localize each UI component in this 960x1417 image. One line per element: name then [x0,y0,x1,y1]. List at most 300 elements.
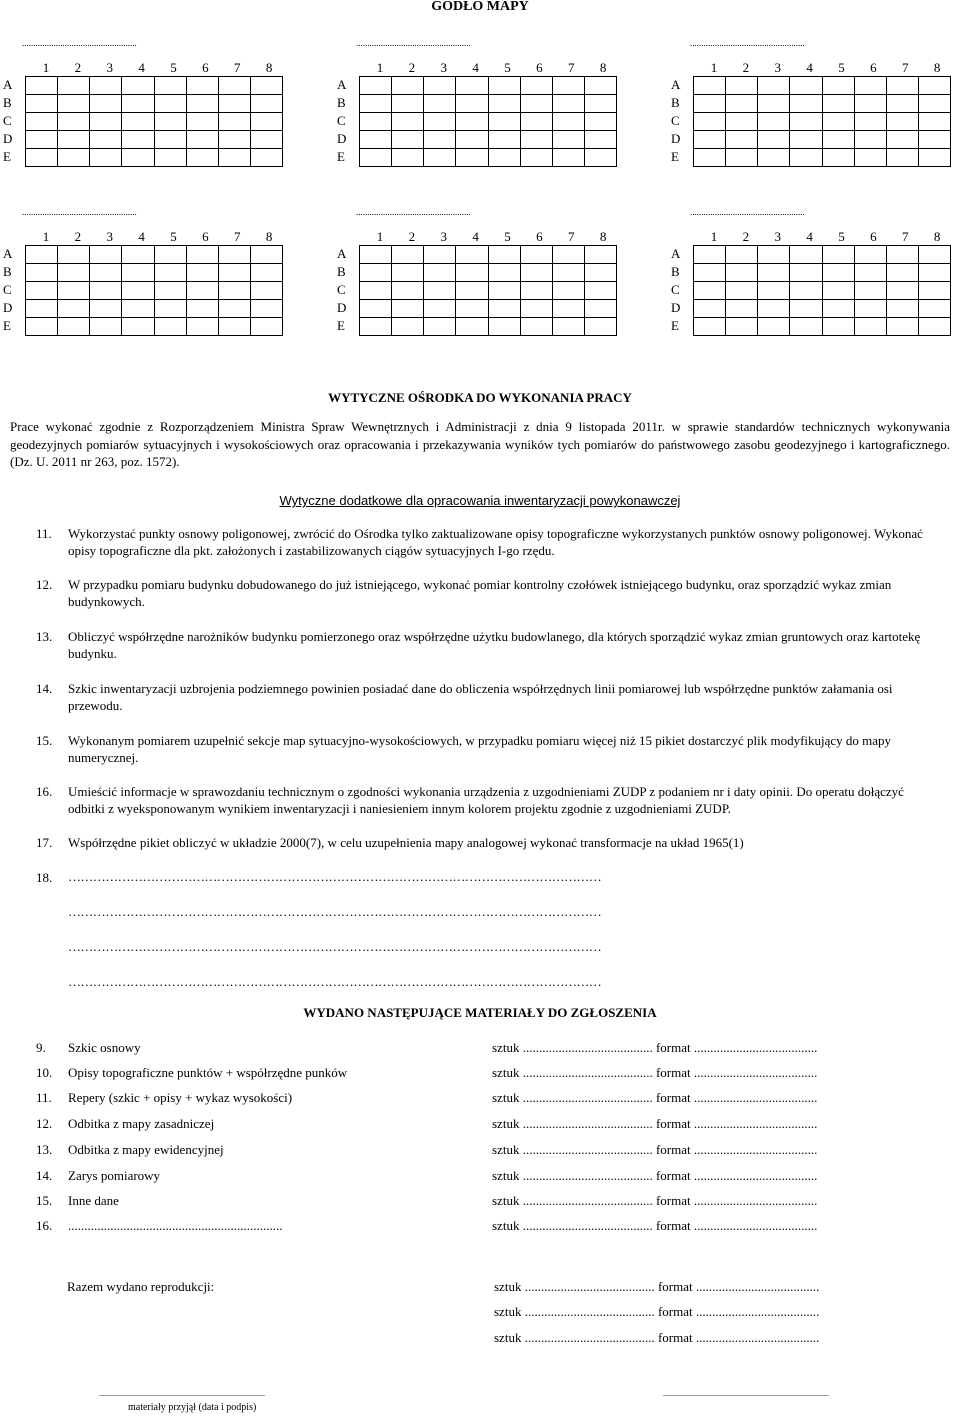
grid-cell[interactable] [186,264,218,282]
grid-cell[interactable] [26,113,58,131]
grid-cell[interactable] [584,318,616,336]
grid-cell[interactable] [26,300,58,318]
grid-cell[interactable] [424,77,456,95]
blank-fill-line[interactable]: ………………………………………………………………………………………………………………… [68,939,602,954]
material-quantity-field[interactable]: sztuk ........................................ format ...................................... [492,1168,818,1183]
grid-cell[interactable] [424,246,456,264]
grid-cell[interactable] [726,264,758,282]
grid-cell[interactable] [218,264,250,282]
grid-cell[interactable] [854,149,886,167]
grid-cell[interactable] [520,95,552,113]
grid-row-label: A [671,246,681,261]
map-sheet-grid [3,229,283,341]
grid-column-label: 5 [170,229,177,244]
grid-cell[interactable] [58,246,90,264]
grid-cell[interactable] [822,300,854,318]
grid-cell[interactable] [392,113,424,131]
grid-column-label: 5 [170,60,177,75]
material-number: 13. [36,1142,53,1157]
grid-cell[interactable] [694,131,726,149]
grid-cell[interactable] [392,264,424,282]
grid-cell[interactable] [520,282,552,300]
grid-cell[interactable] [694,318,726,336]
grid-cell[interactable] [250,95,282,113]
grid-title-dots: ................................................... [356,38,471,48]
grid-cell[interactable] [58,264,90,282]
grid-cell[interactable] [360,318,392,336]
blank-fill-line[interactable]: ………………………………………………………………………………………………………………… [68,869,602,884]
grid-cell[interactable] [552,264,584,282]
list-item-number: 18. [36,870,53,885]
grid-cell[interactable] [886,264,918,282]
grid-cell[interactable] [552,95,584,113]
signature-caption: materiały przyjął (data i podpis) [128,1402,257,1413]
grid-cell[interactable] [584,131,616,149]
grid-cell[interactable] [822,77,854,95]
grid-cell[interactable] [584,95,616,113]
grid-cell[interactable] [918,246,950,264]
grid-cell[interactable] [854,282,886,300]
grid-cell[interactable] [26,246,58,264]
grid-cell[interactable] [822,264,854,282]
grid-cell[interactable] [758,282,790,300]
grid-cell[interactable] [186,300,218,318]
grid-cell[interactable] [250,318,282,336]
grid-cell[interactable] [26,282,58,300]
grid-cell[interactable] [218,113,250,131]
grid-cell[interactable] [552,282,584,300]
grid-cell[interactable] [186,113,218,131]
grid-cell[interactable] [154,300,186,318]
grid-cell[interactable] [790,149,822,167]
grid-cell[interactable] [58,149,90,167]
grid-cell[interactable] [122,300,154,318]
list-item-number: 11. [36,526,52,541]
grid-cell[interactable] [360,77,392,95]
grid-cell[interactable] [250,131,282,149]
material-quantity-field[interactable]: sztuk ........................................ format ...................................... [492,1040,818,1055]
guidelines-subheading: Wytyczne dodatkowe dla opracowania inwentaryzacji powykonawczej [279,493,681,508]
total-quantity-field[interactable]: sztuk ........................................ format ...................................... [494,1304,820,1319]
grid-cell[interactable] [424,149,456,167]
grid-cell[interactable] [186,149,218,167]
grid-column-label: 2 [408,229,416,244]
grid-cell[interactable] [758,95,790,113]
grid-cell[interactable] [520,131,552,149]
grid-cell[interactable] [790,264,822,282]
grid-row-label: E [3,318,11,333]
grid-cell[interactable] [918,113,950,131]
grid-cell[interactable] [694,77,726,95]
material-label: Opisy topograficzne punktów + współrzędne punków [68,1065,348,1080]
grid-cell[interactable] [790,282,822,300]
grid-cell[interactable] [726,246,758,264]
grid-cell[interactable] [392,318,424,336]
grid-column-label: 5 [838,229,845,244]
grid-cell[interactable] [790,318,822,336]
grid-cell[interactable] [886,77,918,95]
grid-cell[interactable] [250,282,282,300]
grid-cell[interactable] [584,77,616,95]
grid-cell[interactable] [218,300,250,318]
grid-cell[interactable] [758,149,790,167]
material-quantity-field[interactable]: sztuk ........................................ format ...................................... [492,1065,818,1080]
grid-cell[interactable] [26,95,58,113]
grid-cell[interactable] [488,264,520,282]
grid-cell[interactable] [918,300,950,318]
grid-cell[interactable] [218,77,250,95]
grid-column-label: 6 [870,60,877,75]
grid-cell[interactable] [154,95,186,113]
material-label: Odbitka z mapy zasadniczej [68,1116,215,1131]
grid-cell[interactable] [456,77,488,95]
grid-cell[interactable] [552,318,584,336]
grid-cell[interactable] [854,300,886,318]
grid-cell[interactable] [250,246,282,264]
material-quantity-field[interactable]: sztuk ........................................ format ...................................... [492,1142,818,1157]
grid-cell[interactable] [90,95,122,113]
material-row [36,1040,886,1056]
grid-column-label: 4 [806,229,813,244]
grid-column-label: 2 [742,60,750,75]
grid-cell[interactable] [456,300,488,318]
grid-cell[interactable] [886,149,918,167]
grid-cell[interactable] [854,318,886,336]
grid-cell[interactable] [488,246,520,264]
grid-cell[interactable] [758,113,790,131]
grid-cell[interactable] [886,113,918,131]
grid-cell[interactable] [520,318,552,336]
grid-cell[interactable] [360,264,392,282]
material-row [36,1193,886,1209]
grid-cell[interactable] [456,282,488,300]
grid-row-label: E [337,149,345,164]
grid-cell[interactable] [488,131,520,149]
grid-cell[interactable] [584,246,616,264]
grid-cell[interactable] [790,300,822,318]
grid-cell[interactable] [822,282,854,300]
grid-cell[interactable] [790,77,822,95]
grid-cell[interactable] [218,149,250,167]
grid-cell[interactable] [456,246,488,264]
grid-cell[interactable] [854,131,886,149]
signature-right-dots: ................................................................................... [663,1389,829,1398]
grid-cell[interactable] [854,246,886,264]
grid-cell[interactable] [360,300,392,318]
grid-cell[interactable] [886,282,918,300]
grid-cell[interactable] [552,113,584,131]
grid-cell[interactable] [250,113,282,131]
grid-cell[interactable] [122,282,154,300]
grid-cell[interactable] [122,77,154,95]
grid-cell[interactable] [26,131,58,149]
grid-cell[interactable] [360,282,392,300]
grid-cell[interactable] [154,318,186,336]
grid-cell[interactable] [552,77,584,95]
list-item-text: Szkic inwentaryzacji uzbrojenia podziemnego powinien posiadać dane do obliczenia współrzędnych linii pomiarowej lub współrzędne punktów załamania osi przewodu. [68,681,893,713]
grid-cell[interactable] [26,264,58,282]
grid-cell[interactable] [790,95,822,113]
grid-cell[interactable] [122,95,154,113]
grid-cell[interactable] [26,149,58,167]
grid-cell[interactable] [456,131,488,149]
grid-cell[interactable] [58,113,90,131]
grid-cell[interactable] [90,264,122,282]
grid-cell[interactable] [392,149,424,167]
grid-cell[interactable] [250,300,282,318]
list-item-number: 17. [36,835,53,850]
grid-cell[interactable] [424,300,456,318]
grid-cell[interactable] [726,95,758,113]
grid-cell[interactable] [886,246,918,264]
grid-cell[interactable] [790,246,822,264]
grid-cell[interactable] [186,246,218,264]
grid-cell[interactable] [154,113,186,131]
grid-cell[interactable] [424,318,456,336]
grid-cell[interactable] [58,318,90,336]
grid-cell[interactable] [90,300,122,318]
grid-cell[interactable] [552,246,584,264]
grid-cell[interactable] [694,246,726,264]
grid-cell[interactable] [488,282,520,300]
grid-cell[interactable] [520,246,552,264]
grid-cell[interactable] [26,77,58,95]
grid-cell[interactable] [726,77,758,95]
grid-cell[interactable] [488,300,520,318]
grid-cell[interactable] [154,131,186,149]
grid-cell[interactable] [726,131,758,149]
grid-cell[interactable] [154,149,186,167]
material-quantity-field[interactable]: sztuk ........................................ format ...................................... [492,1193,818,1208]
grid-cell[interactable] [218,246,250,264]
grid-cell[interactable] [552,131,584,149]
grid-cell[interactable] [758,246,790,264]
grid-cell[interactable] [90,113,122,131]
grid-row-label: C [337,282,346,297]
total-quantity-field[interactable]: sztuk ........................................ format ...................................... [494,1279,820,1294]
grid-cell[interactable] [758,131,790,149]
grid-cell[interactable] [90,318,122,336]
grid-cell[interactable] [456,318,488,336]
grid-cell[interactable] [918,95,950,113]
grid-cell[interactable] [758,318,790,336]
grid-cell[interactable] [790,113,822,131]
materials-heading: WYDANO NASTĘPUJĄCE MATERIAŁY DO ZGŁOSZENIA [303,1005,657,1020]
grid-cell[interactable] [154,246,186,264]
grid-cell[interactable] [822,95,854,113]
grid-cell[interactable] [250,149,282,167]
material-quantity-field[interactable]: sztuk ........................................ format ...................................... [492,1218,818,1233]
grid-cell[interactable] [694,95,726,113]
grid-cell[interactable] [854,77,886,95]
grid-cell[interactable] [424,131,456,149]
grid-cell[interactable] [694,282,726,300]
grid-column-label: 8 [265,229,273,244]
grid-cell[interactable] [726,113,758,131]
grid-cell[interactable] [694,264,726,282]
grid-cell[interactable] [520,113,552,131]
grid-cell[interactable] [186,77,218,95]
grid-cell[interactable] [918,318,950,336]
grid-cell[interactable] [122,149,154,167]
grid-cell[interactable] [122,264,154,282]
grid-cell[interactable] [918,77,950,95]
grid-row-label: E [3,149,11,164]
grid-column-label: 8 [599,60,607,75]
grid-cell[interactable] [520,77,552,95]
list-item-number: 13. [36,629,53,644]
total-quantity-field[interactable]: sztuk ........................................ format ...................................... [494,1330,820,1345]
grid-row-label: B [3,264,12,279]
grid-cell[interactable] [822,246,854,264]
material-number: 9. [36,1040,46,1055]
grid-cell[interactable] [392,300,424,318]
grid-cell[interactable] [90,149,122,167]
grid-column-label: 8 [599,229,607,244]
grid-cell[interactable] [186,318,218,336]
grid-cell[interactable] [122,318,154,336]
grid-cell[interactable] [58,77,90,95]
grid-cell[interactable] [488,149,520,167]
grid-cell[interactable] [154,282,186,300]
grid-row-label: E [671,318,679,333]
grid-cell[interactable] [26,318,58,336]
grid-row-label: A [671,77,681,92]
grid-cell[interactable] [58,282,90,300]
grid-column-label: 6 [202,60,209,75]
grid-cell[interactable] [360,131,392,149]
grid-cell[interactable] [218,282,250,300]
grid-cell[interactable] [552,149,584,167]
grid-cell[interactable] [456,264,488,282]
grid-cell[interactable] [90,131,122,149]
grid-cell[interactable] [520,149,552,167]
grid-cell[interactable] [488,95,520,113]
grid-cell[interactable] [886,318,918,336]
grid-cell[interactable] [790,131,822,149]
grid-cell[interactable] [218,95,250,113]
grid-cell[interactable] [694,149,726,167]
grid-cell[interactable] [822,131,854,149]
grid-cell[interactable] [250,77,282,95]
grid-cell[interactable] [520,300,552,318]
grid-cell[interactable] [758,77,790,95]
grid-cell[interactable] [552,300,584,318]
material-row [36,1142,886,1158]
grid-cell[interactable] [726,149,758,167]
blank-fill-line[interactable]: ………………………………………………………………………………………………………………… [68,974,602,989]
grid-cell[interactable] [392,246,424,264]
grid-cell[interactable] [186,95,218,113]
grid-cell[interactable] [694,300,726,318]
grid-cell[interactable] [520,264,552,282]
grid-cell[interactable] [488,77,520,95]
grid-cell[interactable] [154,264,186,282]
grid-cell[interactable] [424,282,456,300]
grid-cell[interactable] [726,318,758,336]
grid-cell[interactable] [488,113,520,131]
grid-cell[interactable] [822,318,854,336]
list-item-number: 14. [36,681,53,696]
grid-cell[interactable] [90,77,122,95]
grid-cell[interactable] [360,246,392,264]
grid-cell[interactable] [218,131,250,149]
material-quantity-field[interactable]: sztuk ........................................ format ...................................... [492,1090,818,1105]
grid-row-label: A [3,246,13,261]
grid-column-label: 2 [742,229,750,244]
blank-fill-line[interactable]: ………………………………………………………………………………………………………………… [68,904,602,919]
grid-cell[interactable] [58,131,90,149]
grid-cell[interactable] [122,131,154,149]
grid-cell[interactable] [694,113,726,131]
grid-cell[interactable] [186,282,218,300]
grid-cell[interactable] [584,149,616,167]
grid-cell[interactable] [918,149,950,167]
grid-column-label: 1 [710,229,718,244]
grid-cell[interactable] [886,95,918,113]
grid-cell[interactable] [392,95,424,113]
grid-cell[interactable] [854,95,886,113]
grid-cell[interactable] [456,149,488,167]
grid-cell[interactable] [360,95,392,113]
grid-cell[interactable] [90,282,122,300]
grid-cell[interactable] [886,300,918,318]
list-item-text: Obliczyć współrzędne narożników budynku pomierzonego oraz współrzędne użytku budowlanego, dla których sporządzić wykaz zmian gruntowych oraz kartotekę budynku. [68,629,921,661]
grid-cell[interactable] [90,246,122,264]
grid-cell[interactable] [822,149,854,167]
grid-cell[interactable] [360,113,392,131]
grid-row-label: C [671,282,680,297]
grid-cell[interactable] [250,264,282,282]
grid-cell[interactable] [218,318,250,336]
grid-cell[interactable] [186,131,218,149]
grid-cell[interactable] [456,95,488,113]
grid-cell[interactable] [584,300,616,318]
grid-cell[interactable] [58,95,90,113]
grid-cell[interactable] [726,282,758,300]
grid-cell[interactable] [758,264,790,282]
grid-cell[interactable] [392,77,424,95]
grid-cell[interactable] [584,282,616,300]
grid-cell[interactable] [488,318,520,336]
grid-cell[interactable] [854,113,886,131]
material-quantity-field[interactable]: sztuk ........................................ format ...................................... [492,1116,818,1131]
grid-cell[interactable] [122,246,154,264]
grid-cell[interactable] [154,77,186,95]
grid-cell[interactable] [918,282,950,300]
grid-cell[interactable] [392,131,424,149]
grid-cell[interactable] [424,113,456,131]
material-number: 12. [36,1116,53,1131]
grid-column-label: 5 [504,60,511,75]
grid-cell[interactable] [854,264,886,282]
grid-cell[interactable] [726,300,758,318]
grid-cell[interactable] [122,113,154,131]
grid-cell[interactable] [424,95,456,113]
grid-cell[interactable] [58,300,90,318]
grid-cell[interactable] [918,131,950,149]
grid-cell[interactable] [758,300,790,318]
grid-cell[interactable] [584,113,616,131]
grid-cell[interactable] [584,264,616,282]
grid-cell[interactable] [424,264,456,282]
grid-cell[interactable] [918,264,950,282]
grid-cell[interactable] [886,131,918,149]
grid-cell[interactable] [822,113,854,131]
grid-cell[interactable] [456,113,488,131]
grid-cell[interactable] [392,282,424,300]
grid-cell[interactable] [360,149,392,167]
